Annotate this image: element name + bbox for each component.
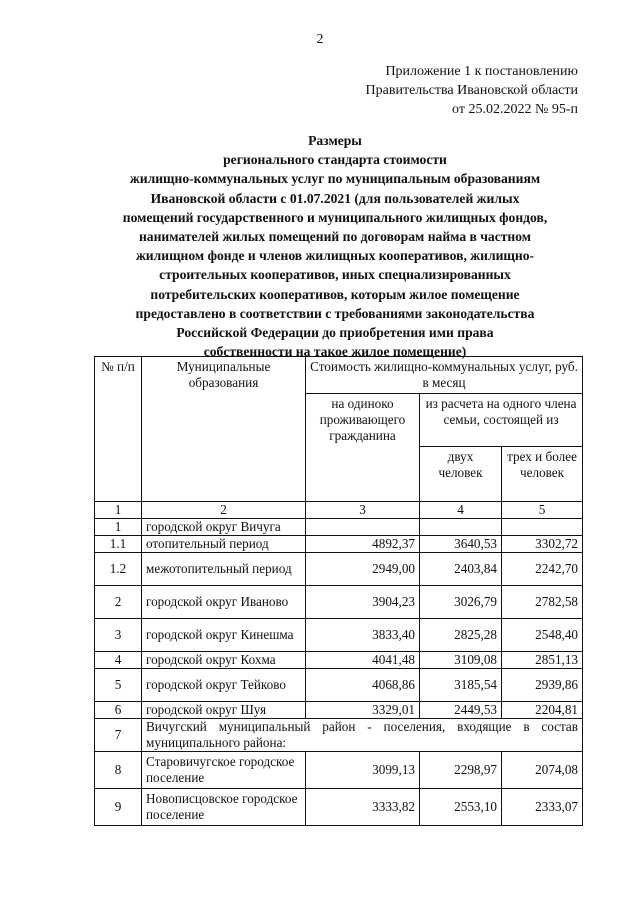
header-per-member: из расчета на одного члена семьи, состоящей из [420,394,583,447]
title-heading: Размеры [308,133,362,148]
column-number: 1 [95,502,142,519]
row-name: городской округ Тейково [142,669,306,702]
document-title [100,131,570,361]
header-three-plus: трех и более человек [502,447,583,502]
row-cost-three: 2851,13 [502,652,583,669]
table-row [95,619,583,652]
header-no: № п/п [95,357,142,502]
appendix-line-3: от 25.02.2022 № 95-п [452,102,578,117]
column-number: 2 [142,502,306,519]
title-line: потребительских кооперативов, которым жилое помещение [150,286,520,302]
row-no: 8 [95,752,142,789]
row-no: 6 [95,702,142,719]
table-row [95,652,583,669]
row-cost-three: 2204,81 [502,702,583,719]
table-row [95,586,583,619]
title-line: собственности на такое жилое помещение) [203,344,467,360]
row-cost-two: 2403,84 [420,553,502,586]
column-number: 4 [420,502,502,519]
appendix-line-2: Правительства Ивановской области [365,83,578,98]
title-line: жилищном фонде и членов жилищных кооперативов, жилищно- [135,248,535,264]
cost-table [94,356,583,826]
table-row [95,789,583,826]
header-single: на одиноко проживающего гражданина [306,394,420,502]
row-no: 1.2 [95,553,142,586]
table-row [95,752,583,789]
row-no: 3 [95,619,142,652]
row-cost-single: 3904,23 [306,586,420,619]
row-cost-single [306,519,420,536]
row-cost-three: 2548,40 [502,619,583,652]
table-row [95,719,583,752]
header-municipality: Муниципальные образования [142,357,306,502]
row-no: 9 [95,789,142,826]
row-name: городской округ Кинешма [142,619,306,652]
row-name: межотопительный период [142,553,306,586]
row-no: 5 [95,669,142,702]
table-row [95,553,583,586]
row-cost-single: 4892,37 [306,536,420,553]
row-cost-three: 2333,07 [502,789,583,826]
header-row [95,357,583,394]
row-cost-three [502,519,583,536]
row-cost-three: 2074,08 [502,752,583,789]
row-no: 2 [95,586,142,619]
row-cost-single: 3099,13 [306,752,420,789]
row-cost-three: 3302,72 [502,536,583,553]
row-no: 1.1 [95,536,142,553]
table-row [95,702,583,719]
column-number: 5 [502,502,583,519]
header-cost: Стоимость жилищно-коммунальных услуг, руб. в месяц [306,357,583,394]
row-cost-two: 2449,53 [420,702,502,719]
row-cost-two: 3026,79 [420,586,502,619]
title-line: регионального стандарта стоимости [223,152,447,168]
row-name: городской округ Шуя [142,702,306,719]
column-number: 3 [306,502,420,519]
row-no: 1 [95,519,142,536]
row-cost-two: 3109,08 [420,652,502,669]
row-name: городской округ Вичуга [142,519,306,536]
row-cost-single: 3333,82 [306,789,420,826]
appendix-line-1: Приложение 1 к постановлению [385,64,578,79]
row-cost-two: 2298,97 [420,752,502,789]
page-number: 2 [316,32,324,47]
title-line: помещений государственного и муниципального жилищных фондов, [122,209,548,225]
row-cost-single: 2949,00 [306,553,420,586]
row-cost-two: 2825,28 [420,619,502,652]
row-cost-three: 2939,86 [502,669,583,702]
row-no: 4 [95,652,142,669]
title-line: строительных кооперативов, иных специализированных [159,267,511,283]
row-name: Новописцовское городское поселение [142,789,306,826]
column-number-row [95,502,583,519]
row-cost-three: 2242,70 [502,553,583,586]
row-no: 7 [95,719,142,752]
row-name: городской округ Иваново [142,586,306,619]
title-line: жилищно-коммунальных услуг по муниципальным образованиям [129,171,541,187]
row-name: городской округ Кохма [142,652,306,669]
header-two: двух человек [420,447,502,502]
appendix-note [366,62,578,119]
row-cost-two: 3640,53 [420,536,502,553]
title-line: Ивановской области с 01.07.2021 (для пользователей жилых [150,190,520,206]
row-cost-single: 3833,40 [306,619,420,652]
table-row [95,669,583,702]
row-cost-two [420,519,502,536]
row-cost-two: 3185,54 [420,669,502,702]
title-line: Российской Федерации до приобретения ими права [176,325,494,341]
row-cost-three: 2782,58 [502,586,583,619]
row-cost-two: 2553,10 [420,789,502,826]
row-cost-single: 4041,48 [306,652,420,669]
title-line: предоставлено в соответствии с требованиями законодательства [135,305,535,321]
table-row [95,519,583,536]
row-name: Старовичугское городское поселение [142,752,306,789]
row-name-spanning: Вичугский муниципальный район - поселения, входящие в состав муниципального района: [142,719,583,752]
title-line: нанимателей жилых помещений по договорам найма в частном [138,229,532,245]
row-cost-single: 4068,86 [306,669,420,702]
row-cost-single: 3329,01 [306,702,420,719]
table-row [95,536,583,553]
row-name: отопительный период [142,536,306,553]
